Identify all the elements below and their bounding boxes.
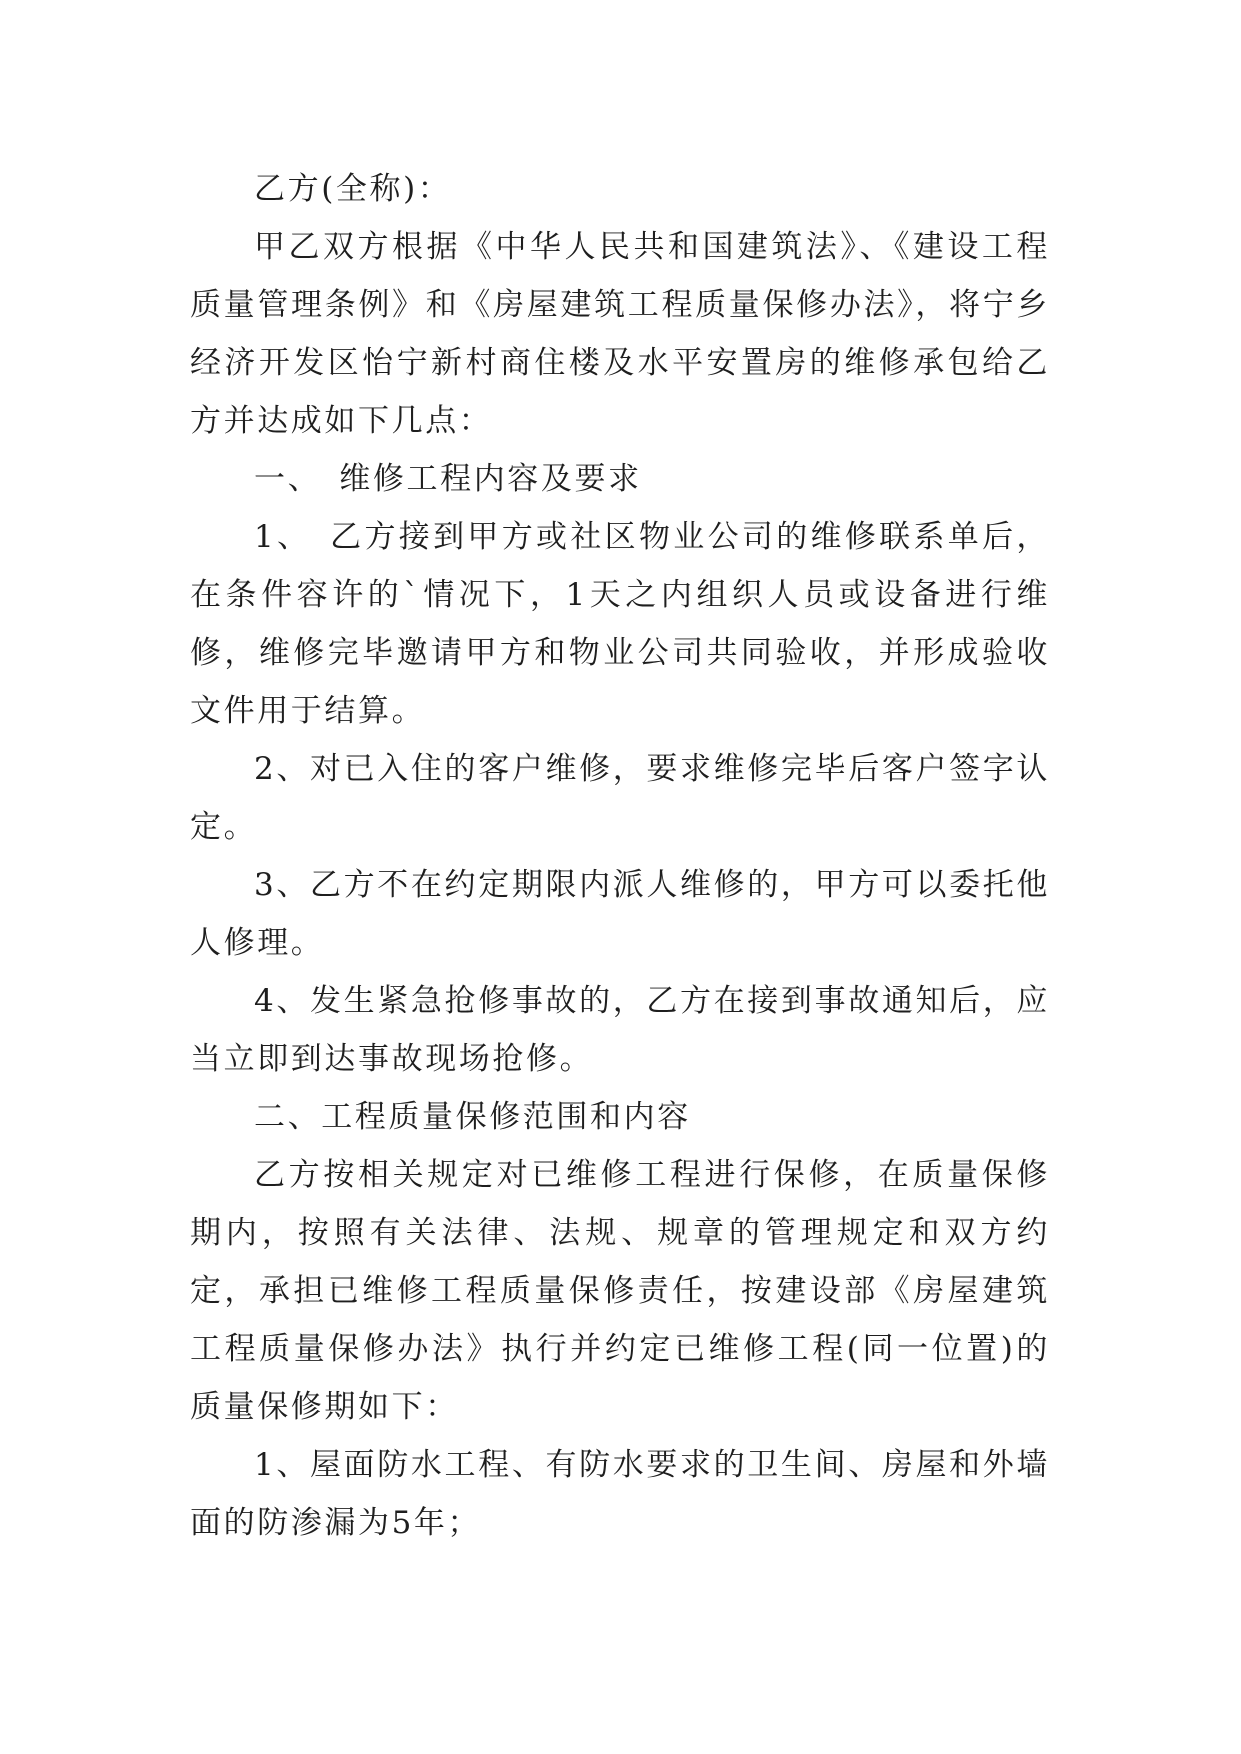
clause-1-2: 2、对已入住的客户维修，要求维修完毕后客户签字认定。	[190, 751, 1050, 845]
party-b-line: 乙方(全称)：	[254, 171, 452, 207]
clause-1-4: 4、发生紧急抢修事故的，乙方在接到事故通知后，应当立即到达事故现场抢修。	[190, 983, 1050, 1077]
clause-2-1: 1、屋面防水工程、有防水要求的卫生间、房屋和外墙面的防渗漏为5年；	[190, 1447, 1050, 1541]
document-page	[190, 160, 1050, 1552]
section-heading-1: 一、 维修工程内容及要求	[254, 461, 642, 497]
clause-1-3: 3、乙方不在约定期限内派人维修的，甲方可以委托他人修理。	[190, 867, 1050, 961]
intro-paragraph: 甲乙双方根据《中华人民共和国建筑法》、《建设工程质量管理条例》和《房屋建筑工程质量保修办法》，将宁乡经济开发区怡宁新村商住楼及水平安置房的维修承包给乙方并达成如下几点：	[190, 229, 1050, 439]
clause-1-1: 1、 乙方接到甲方或社区物业公司的维修联系单后，在条件容许的`情况下，1天之内组织人员或设备进行维修，维修完毕邀请甲方和物业公司共同验收，并形成验收文件用于结算。	[190, 519, 1050, 729]
section-2-body: 乙方按相关规定对已维修工程进行保修，在质量保修期内，按照有关法律、法规、规章的管理规定和双方约定，承担已维修工程质量保修责任，按建设部《房屋建筑工程质量保修办法》执行并约定已维修工程(同一位置)的质量保修期如下：	[190, 1157, 1050, 1425]
section-heading-2: 二、工程质量保修范围和内容	[254, 1099, 691, 1135]
